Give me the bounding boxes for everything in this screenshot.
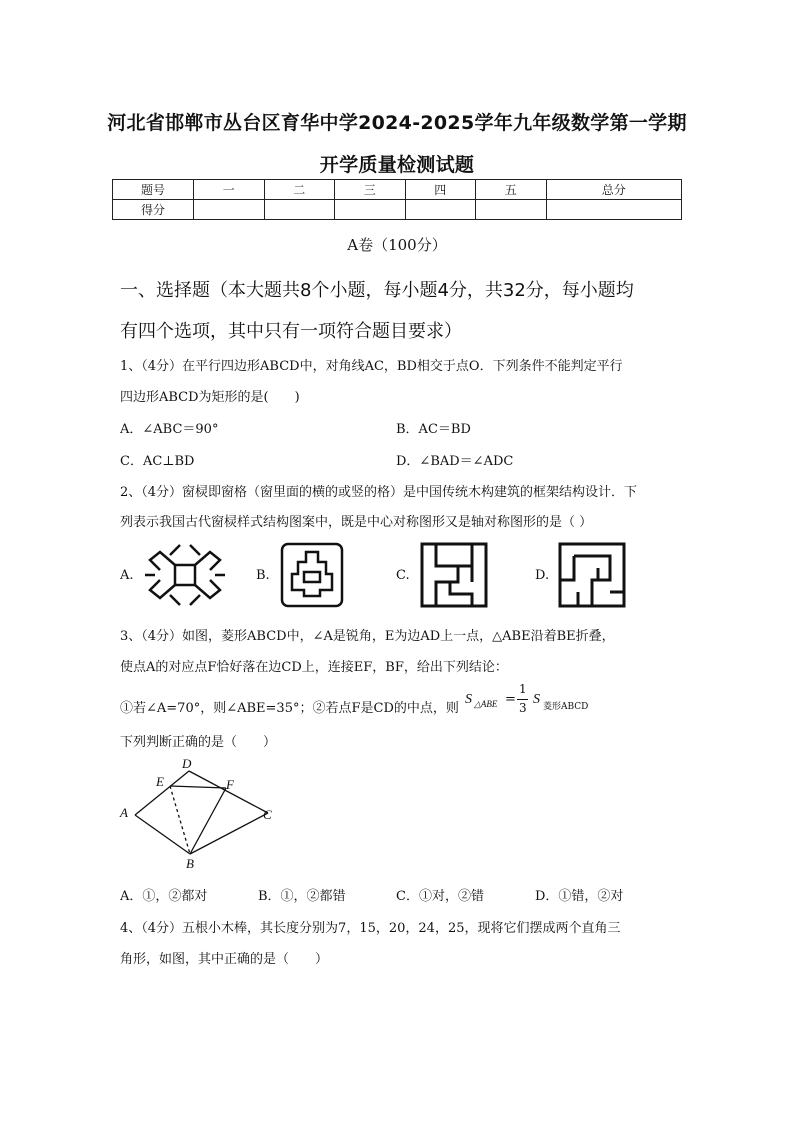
q3-conclusions-text: ①若∠A=70°，则∠ABE=35°；②若点F是CD的中点，则 xyxy=(120,701,459,716)
q2-option-a-label: A. xyxy=(120,568,134,583)
page-title: 河北省邯郸市丛台区育华中学2024-2025学年九年级数学第一学期 xyxy=(107,112,687,134)
score-input-cell[interactable] xyxy=(405,200,476,220)
score-header-cell: 二 xyxy=(264,180,335,200)
q3-option-b: B．①，②都错 xyxy=(258,889,346,904)
formula-equals: = xyxy=(505,692,516,707)
page-subtitle: 开学质量检测试题 xyxy=(319,154,475,176)
q4-stem-line2: 角形，如图，其中正确的是（ ） xyxy=(120,952,329,967)
label-e: E xyxy=(156,774,164,789)
q1-stem-line1: 1、（4分）在平行四边形ABCD中，对角线AC，BD相交于点O．下列条件不能判定平行 xyxy=(120,359,623,374)
q3-option-a: A．①，②都对 xyxy=(120,889,208,904)
label-c: C xyxy=(263,807,272,822)
q2-stem-line1: 2、（4分）窗棂即窗格（窗里面的横的或竖的格）是中国传统木构建筑的框架结构设计．下 xyxy=(120,485,638,500)
formula-fraction-bar xyxy=(517,699,528,700)
score-header-cell: 题号 xyxy=(113,180,194,200)
score-header-cell: 五 xyxy=(476,180,547,200)
score-input-cell[interactable] xyxy=(264,200,335,220)
q1-option-a: A．∠ABC＝90° xyxy=(120,422,219,437)
score-table-header-row xyxy=(113,180,682,200)
q1-option-d: D．∠BAD＝∠ADC xyxy=(396,454,514,469)
q3-rhombus-figure xyxy=(118,755,278,870)
score-table xyxy=(112,179,682,220)
q2-option-d-label: D. xyxy=(535,568,550,583)
score-input-cell[interactable] xyxy=(335,200,406,220)
score-table-score-row xyxy=(113,200,682,220)
section-heading-line2: 有四个选项，其中只有一项符合题目要求） xyxy=(120,321,462,342)
q2-figure-c xyxy=(420,542,488,608)
section-heading-line1: 一、选择题（本大题共8个小题，每小题4分，共32分，每小题均 xyxy=(120,280,634,301)
score-input-cell[interactable] xyxy=(194,200,265,220)
formula-denominator: 3 xyxy=(519,701,527,715)
q2-stem-line2: 列表示我国古代窗棂样式结构图案中，既是中心对称图形又是轴对称图形的是（ ） xyxy=(120,515,593,530)
label-b: B xyxy=(186,856,194,870)
q3-conclusions xyxy=(120,682,598,716)
q3-stem-line1: 3、（4分）如图，菱形ABCD中，∠A是锐角，E为边AD上一点，△ABE沿着BE折叠， xyxy=(120,629,615,644)
q2-figure-a xyxy=(140,540,230,610)
score-row-label: 得分 xyxy=(113,200,194,220)
score-input-cell[interactable] xyxy=(476,200,547,220)
q4-stem-line1: 4、（4分）五根小木棒，其长度分别为7，15，20，24，25，现将它们摆成两个直角三 xyxy=(120,921,621,936)
q1-option-b: B．AC＝BD xyxy=(396,422,471,437)
q3-area-formula xyxy=(463,682,598,715)
q1-option-c: C．AC⊥BD xyxy=(120,454,195,469)
q2-option-b-label: B. xyxy=(256,568,270,583)
score-header-cell: 一 xyxy=(194,180,265,200)
q3-option-c: C．①对，②错 xyxy=(396,889,484,904)
score-header-cell: 四 xyxy=(405,180,476,200)
q3-prompt: 下列判断正确的是（ ） xyxy=(120,735,277,750)
q3-option-d: D．①错，②对 xyxy=(535,889,624,904)
q2-option-c-label: C. xyxy=(396,568,410,583)
formula-sub-triangle: △ABE xyxy=(474,699,498,709)
label-d: D xyxy=(182,756,192,771)
score-header-cell: 总分 xyxy=(546,180,682,200)
score-header-cell: 三 xyxy=(335,180,406,200)
formula-s2: S xyxy=(533,692,541,707)
label-f: F xyxy=(226,777,234,792)
label-a: A xyxy=(120,805,128,820)
q2-figure-b xyxy=(280,542,344,608)
formula-s: S xyxy=(465,692,473,707)
q2-figure-d xyxy=(558,542,626,608)
formula-sub-rhombus: 菱形ABCD xyxy=(543,702,589,712)
q1-stem-line2: 四边形ABCD为矩形的是( ) xyxy=(120,390,300,405)
score-input-cell[interactable] xyxy=(546,200,682,220)
q3-stem-line2: 使点A的对应点F恰好落在边CD上，连接EF，BF，给出下列结论： xyxy=(120,660,508,675)
formula-numerator: 1 xyxy=(519,682,527,696)
volume-heading: A卷（100分） xyxy=(347,236,447,254)
